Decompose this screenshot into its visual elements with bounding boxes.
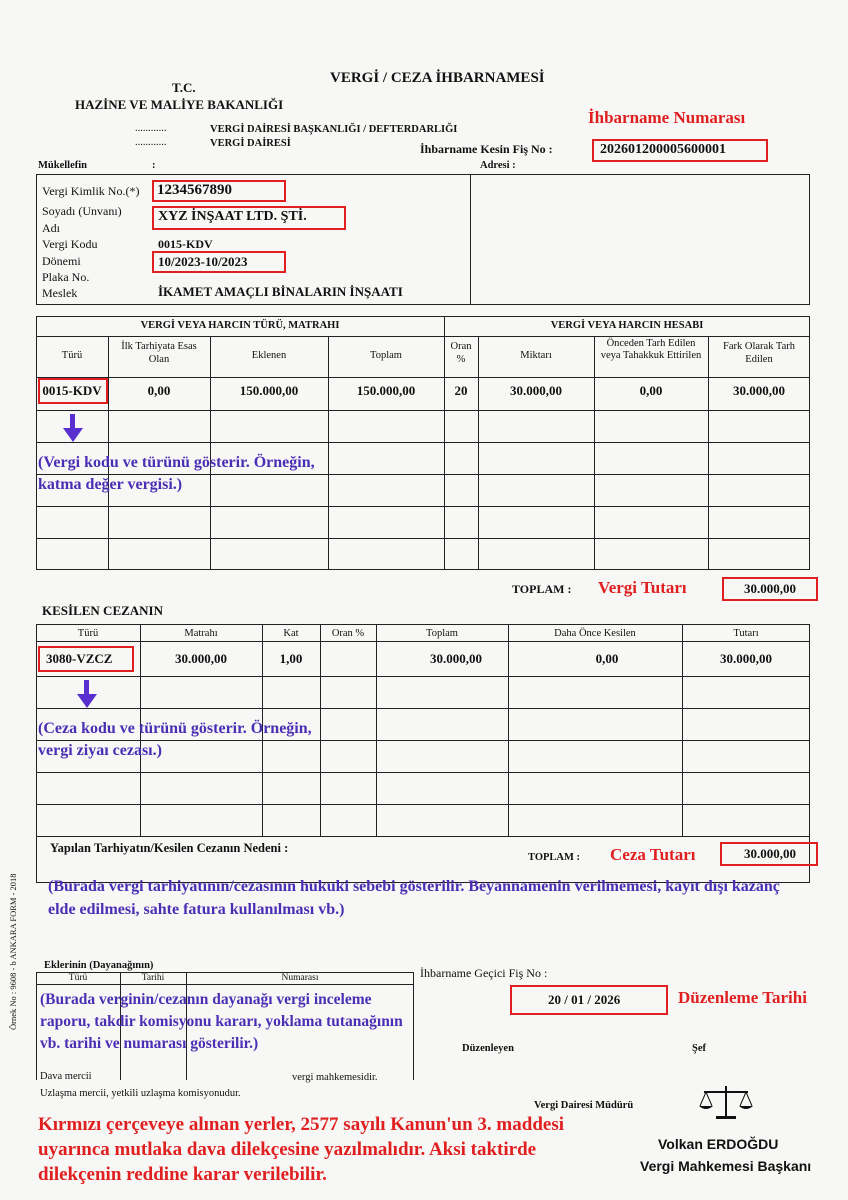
attachments-title: Eklerinin (Dayanağının) xyxy=(44,960,154,971)
tax-header-toplam: Toplam xyxy=(370,350,402,361)
fis-no-note: İhbarname Numarası xyxy=(588,108,746,127)
pen-row-toplam: 30.000,00 xyxy=(430,651,482,666)
penalty-title: KESİLEN CEZANIN xyxy=(42,603,164,618)
author-name: Volkan ERDOĞDU xyxy=(658,1136,779,1152)
pen-header-turu: Türü xyxy=(77,628,99,639)
vkn-value: 1234567890 xyxy=(157,182,232,198)
att-header-turu: Türü xyxy=(68,973,88,983)
meslek-value: İKAMET AMAÇLI BİNALARIN İNŞAATI xyxy=(158,284,403,299)
tax-row-ilk: 0,00 xyxy=(147,383,171,398)
tax-total-label: TOPLAM : xyxy=(512,582,572,596)
address-label: Adresi : xyxy=(480,160,516,171)
pen-header-toplam: Toplam xyxy=(426,628,458,639)
donem-value: 10/2023-10/2023 xyxy=(158,254,248,269)
pen-row-daha-once: 0,00 xyxy=(595,651,619,666)
uzlasma-label: Uzlaşma mercii, yetkili uzlaşma komisyonudur. xyxy=(40,1088,241,1099)
pen-header-kat: Kat xyxy=(283,628,299,639)
tax-header-turu: Türü xyxy=(61,350,83,361)
tax-right-title: VERGİ VEYA HARCIN HESABI xyxy=(550,320,704,331)
tax-header-oran: Oran % xyxy=(450,341,472,365)
tax-header-fark: Fark Olarak Tarh Edilen xyxy=(723,341,795,365)
form-title: VERGİ / CEZA İHBARNAMESİ xyxy=(330,70,545,86)
pen-row-matrahi: 30.000,00 xyxy=(175,651,227,666)
tax-row-eklenen: 150.000,00 xyxy=(239,383,299,398)
mahkeme-label: vergi mahkemesidir. xyxy=(292,1072,378,1083)
pen-total-value: 30.000,00 xyxy=(744,846,796,861)
tax-header-miktari: Miktarı xyxy=(520,350,552,361)
pen-row-kat: 1,00 xyxy=(279,651,303,666)
tax-row-oran: 20 xyxy=(454,383,468,398)
taxpayer-label: Mükellefin xyxy=(38,160,87,171)
tax-left-title: VERGİ VEYA HARCIN TÜRÜ, MATRAHI xyxy=(140,320,340,331)
vergi-kodu-label: Vergi Kodu xyxy=(42,237,98,251)
pen-total-label: TOPLAM : xyxy=(528,852,581,863)
pen-total-note: Ceza Tutarı xyxy=(610,845,696,864)
tax-header-eklenen: Eklenen xyxy=(251,350,287,361)
office-dots-1: ............ xyxy=(135,123,167,134)
arrow-down-icon xyxy=(62,414,84,444)
issue-date: 20 / 01 / 2026 xyxy=(548,992,621,1007)
tax-total-note: Vergi Tutarı xyxy=(598,578,687,597)
reason-label: Yapılan Tarhiyatın/Kesilen Cezanın Nedeni : xyxy=(50,841,289,855)
tc-label: T.C. xyxy=(172,80,196,95)
office-line-2: VERGİ DAİRESİ xyxy=(210,138,291,149)
tax-row-toplam: 150.000,00 xyxy=(356,383,416,398)
issue-date-note: Düzenleme Tarihi xyxy=(678,988,807,1007)
vkn-label: Vergi Kimlik No.(*) xyxy=(42,184,140,198)
gecici-fis-label: İhbarname Geçici Fiş No : xyxy=(420,966,548,980)
ad-label: Adı xyxy=(42,221,60,235)
warning-text: Kırmızı çerçeveye alınan yerler, 2577 sayılı Kanun'un 3. maddesi uyarınca mutlaka dava dilekçesine yazılmalıdır. Aksi taktirde dilekçenin reddine karar verilebilir. xyxy=(38,1114,564,1185)
fis-no-label: İhbarname Kesin Fiş No : xyxy=(420,142,553,156)
tax-header-onceden: Önceden Tarh Edilen veya Tahakkuk Ettirilen xyxy=(600,338,702,361)
sef-label: Şef xyxy=(692,1043,706,1054)
pen-header-daha-once: Daha Önce Kesilen xyxy=(554,628,636,639)
arrow-down-icon xyxy=(76,680,98,710)
fis-no-value: 202601200005600001 xyxy=(600,142,726,157)
pen-row-tutari: 30.000,00 xyxy=(720,651,772,666)
tax-row-fark: 30.000,00 xyxy=(733,383,785,398)
tax-row-turu: 0015-KDV xyxy=(42,383,102,398)
pen-header-tutari: Tutarı xyxy=(733,628,759,639)
tax-code-note: (Vergi kodu ve türünü gösterir. Örneğin, katma değer vergisi.) xyxy=(38,454,315,493)
mudur-label: Vergi Dairesi Müdürü xyxy=(534,1100,634,1111)
office-line-1: VERGİ DAİRESİ BAŞKANLIĞI / DEFTERDARLIĞI xyxy=(210,124,458,135)
pen-header-matrahi: Matrahı xyxy=(184,628,218,639)
attachments-note: (Burada verginin/cezanın dayanağı vergi inceleme raporu, takdir komisyonu kararı, yoklama tutanağının vb. tarihi ve numarası gösterilir.) xyxy=(40,991,403,1052)
meslek-label: Meslek xyxy=(42,286,78,300)
form-side-text: Örnek No : 9608 - b ANKARA FORM - 2018 xyxy=(8,873,18,1030)
att-header-numarasi: Numarası xyxy=(281,973,319,983)
vergi-kodu-value: 0015-KDV xyxy=(158,237,213,251)
office-dots-2: ............ xyxy=(135,137,167,148)
tax-row-miktari: 30.000,00 xyxy=(510,383,562,398)
taxpayer-colon: : xyxy=(152,160,156,171)
plaka-label: Plaka No. xyxy=(42,270,90,284)
pen-row-turu: 3080-VZCZ xyxy=(46,651,113,666)
donem-label: Dönemi xyxy=(42,254,81,268)
tax-total-value: 30.000,00 xyxy=(744,581,796,596)
author-title: Vergi Mahkemesi Başkanı xyxy=(640,1158,812,1174)
dava-mercii: Dava mercii xyxy=(40,1071,92,1082)
reason-note: (Burada vergi tarhiyatının/cezasının hukuki sebebi gösterilir. Beyannamenin verilmemesi, kayıt dışı kazanç elde edilmesi, sahte fatura kullanılması vb.) xyxy=(48,878,780,918)
tax-row-onceden: 0,00 xyxy=(639,383,663,398)
duzenleyen-label: Düzenleyen xyxy=(462,1043,514,1054)
unvan-label: Soyadı (Unvanı) xyxy=(42,204,122,218)
pen-header-oran: Oran % xyxy=(331,628,365,639)
ministry-name: HAZİNE VE MALİYE BAKANLIĞI xyxy=(75,97,284,112)
justice-scale-icon xyxy=(696,1082,756,1122)
penalty-code-note: (Ceza kodu ve türünü gösterir. Örneğin, vergi ziyaı cezası.) xyxy=(38,720,312,759)
tax-header-ilk: İlk Tarhiyata Esas Olan xyxy=(121,341,197,365)
unvan-value: XYZ İNŞAAT LTD. ŞTİ. xyxy=(158,209,307,224)
att-header-tarihi: Tarihi xyxy=(141,973,165,983)
